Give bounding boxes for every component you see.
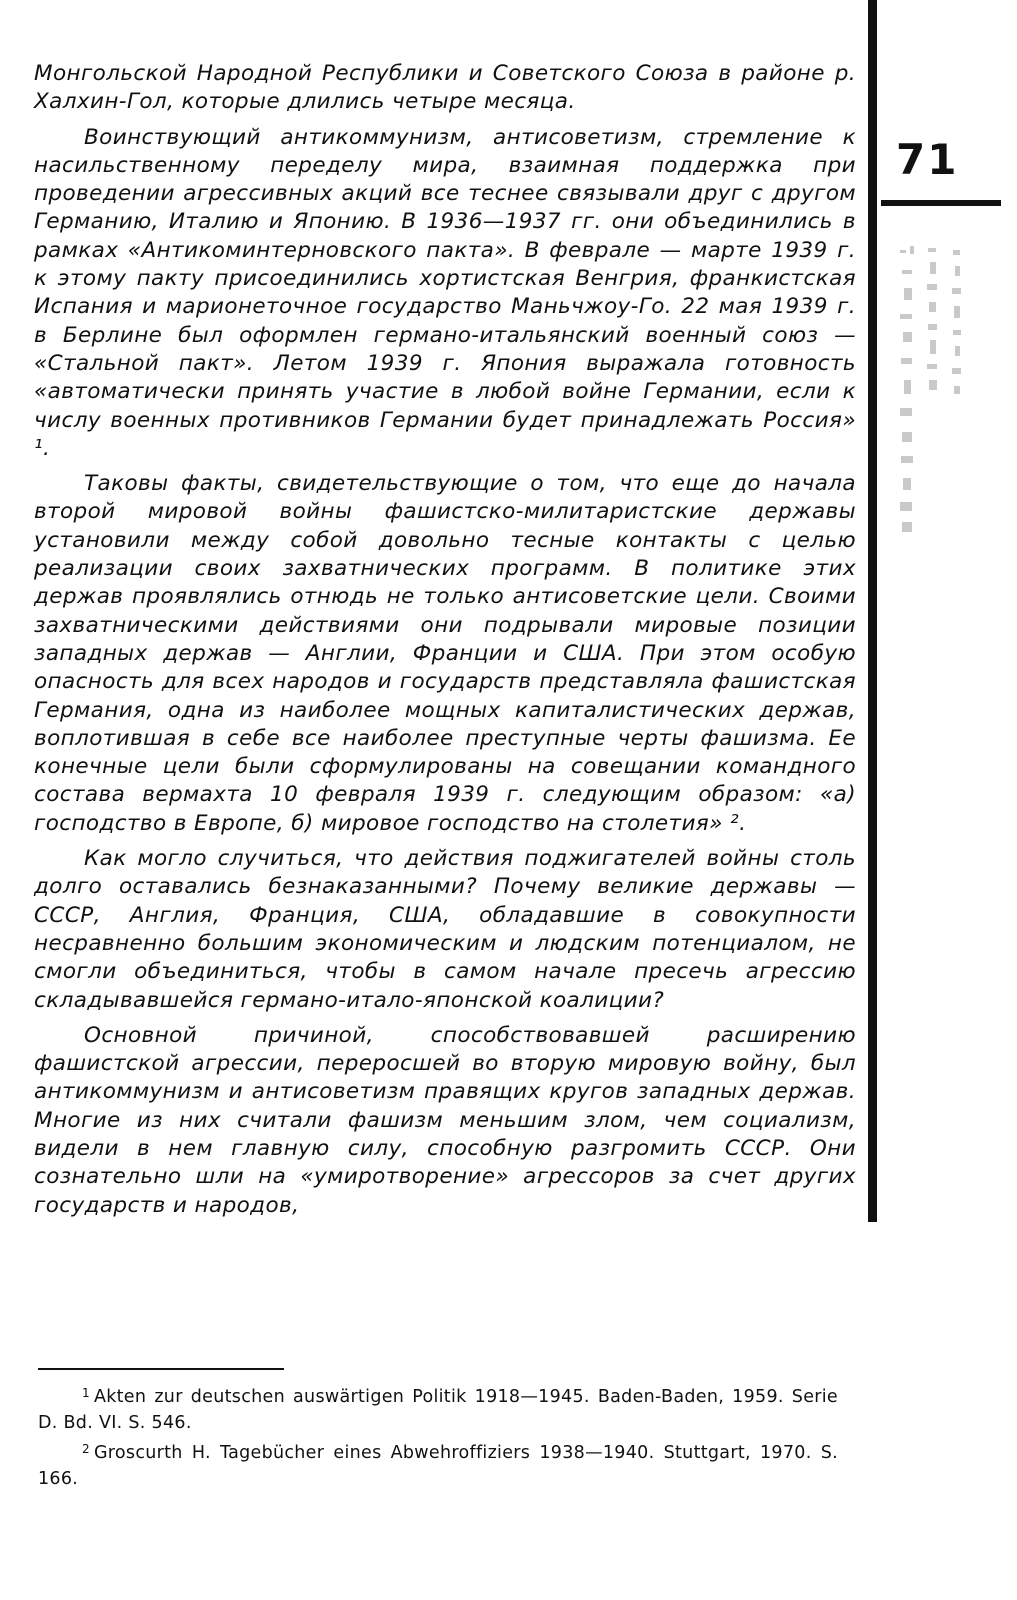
margin-vertical-rule — [868, 0, 877, 1222]
footnote-text: Groscurth H. Tagebücher eines Abwehroffiziers 1938—1940. Stuttgart, 1970. S. 166. — [38, 1443, 838, 1489]
footnote-marker: 2 — [82, 1442, 90, 1456]
footnote-text: Akten zur deutschen auswärtigen Politik 1918—1945. Baden-Baden, 1959. Serie D. Bd. VI. S. 546. — [38, 1387, 838, 1433]
footnote-2 — [38, 1436, 838, 1492]
paragraph-5: Основной причиной, способствовавшей расширению фашистской агрессии, переросшей во вторую мировую войну, был антикоммунизм и антисоветизм правящих кругов западных держав. Многие из них считали фашизм меньшим злом, чем социализм, видели в нем главную силу, способную разгромить СССР. Они сознательно шли на «умиротворение» агрессоров за счет других государств и народов, — [34, 1022, 856, 1218]
footnote-marker: 1 — [82, 1386, 90, 1400]
paragraph-1: Монгольской Народной Республики и Советского Союза в районе р. Халхин-Гол, которые длились четыре месяца. — [34, 61, 856, 115]
page-number: 71 — [896, 135, 959, 184]
paragraph-3: Таковы факты, свидетельствующие о том, что еще до начала второй мировой войны фашистско-милитаристские державы установили между собой довольно тесные контакты с целью реализации своих захватнических программ. В политике этих держав проявлялись отнюдь не только антисоветские цели. Своими захватническими действиями они подрывали мировые позиции западных держав — Англии, Франции и США. При этом особую опасность для всех народов и государств представляла фашистская Германия, одна из наиболее мощных капиталистических держав, воплотившая в себе все наиболее преступные черты фашизма. Ее конечные цели были сформулированы на совещании командного состава вермахта 10 февраля 1939 г. следующим образом: «а) господство в Европе, б) мировое господство на столетия» ². — [34, 471, 856, 836]
page-number-rule — [881, 200, 1001, 206]
paragraph-2: Воинствующий антикоммунизм, антисоветизм, стремление к насильственному переделу мира, взаимная поддержка при проведении агрессивных акций все теснее связывали друг с другом Германию, Италию и Японию. В 1936—1937 гг. они объединились в рамках «Антикоминтерновского пакта». В феврале — марте 1939 г. к этому пакту присоединились хортистская Венгрия, франкистская Испания и марионеточное государство Маньчжоу-Го. 22 мая 1939 г. в Берлине был оформлен германо-итальянский военный союз — «Стальной пакт». Летом 1939 г. Япония выражала готовность «автоматически принять участие в любой войне Германии, если к числу военных противников Германии будет принадлежать Россия» ¹. — [34, 124, 856, 461]
paragraph-4: Как могло случиться, что действия поджигателей войны столь долго оставались безнаказанными? Почему великие державы — СССР, Англия, Франция, США, обладавшие в совокупности несравненно большим экономическим и людским потенциалом, не смогли объединиться, чтобы в самом начале пресечь агрессию складывавшейся германо-итало-японской коалиции? — [34, 846, 856, 1013]
footnotes — [38, 1380, 838, 1492]
main-text — [34, 60, 856, 1220]
footnote-1 — [38, 1380, 838, 1436]
margin-bleed-through-marks — [898, 240, 988, 540]
footnote-separator — [38, 1368, 284, 1370]
